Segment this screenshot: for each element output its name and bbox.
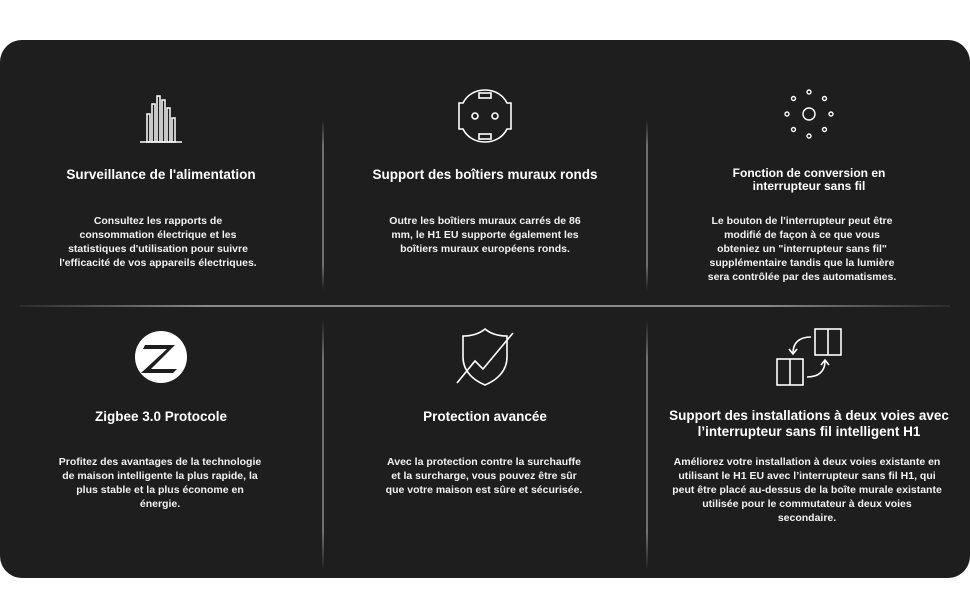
features-panel	[0, 40, 970, 578]
dots-ring-icon	[781, 86, 837, 142]
feature-advanced-protection	[324, 307, 646, 578]
two-way-switch-icon	[773, 325, 845, 389]
feature-title: Protection avancée	[423, 409, 547, 424]
shield-icon	[453, 325, 517, 389]
feature-description: Améliorez votre installation à deux voies existante en utilisant le H1 EU avec l’interrupteur sans fil H1, qui peut être placé au-dessus de la boîte murale existante utilisée pour le commutateur à deux voies secondaire.	[672, 456, 942, 524]
feature-title: Support des boîtiers muraux ronds	[372, 167, 598, 182]
feature-round-wall-box	[324, 40, 646, 305]
feature-description: Consultez les rapports de consommation électrique et les statistiques d'utilisation pour suivre l'efficacité de vos appareils électriques.	[59, 215, 257, 269]
feature-title: Zigbee 3.0 Protocole	[94, 409, 228, 424]
feature-title: Surveillance de l'alimentation	[66, 167, 256, 182]
zigbee-logo-icon	[133, 329, 189, 385]
feature-power-monitoring	[0, 40, 322, 305]
feature-title: Fonction de conversion en interrupteur sans fil	[732, 166, 886, 193]
feature-two-way-installation	[648, 307, 970, 578]
feature-description: Le bouton de l'interrupteur peut être modifié de façon à ce que vous obteniez un "interrupteur sans fil" supplémentaire tandis que la lumière sera contrôlée par des automatismes.	[707, 215, 897, 283]
power-chart-icon	[138, 90, 184, 146]
feature-description: Outre les boîtiers muraux carrés de 86 mm, le H1 EU supporte également les boîtiers muraux européens ronds.	[389, 215, 581, 255]
round-socket-icon	[455, 86, 515, 146]
feature-description: Profitez des avantages de la technologie de maison intelligente la plus rapide, la plus stable et la plus économe en énergie.	[58, 456, 262, 510]
feature-zigbee	[0, 307, 322, 578]
feature-title: Support des installations à deux voies avec l’interrupteur sans fil intelligent H1	[669, 408, 949, 439]
feature-wireless-switch-conversion	[648, 40, 970, 305]
feature-description: Avec la protection contre la surchauffe et la surcharge, vous pouvez être sûr que votre maison est sûre et sécurisée.	[385, 456, 583, 496]
